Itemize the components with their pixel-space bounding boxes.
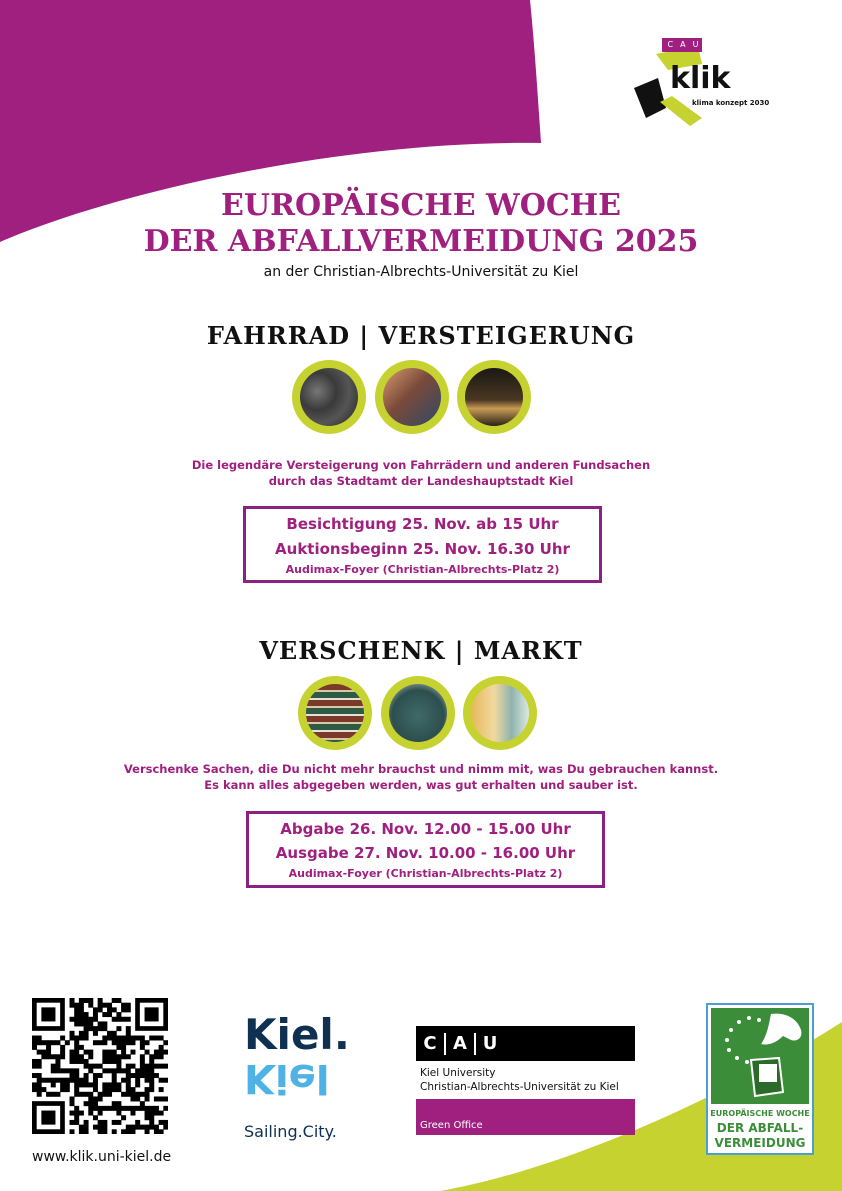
section-1-desc-line-2: durch das Stadtamt der Landeshauptstadt Kiel	[268, 474, 574, 488]
logo-cau-letters	[664, 40, 702, 52]
logo-word: klik	[670, 61, 731, 96]
night-building-photo	[457, 360, 531, 434]
pickup-time: Ausgabe 27. Nov. 10.00 - 16.00 Uhr	[275, 844, 576, 862]
cau-black-bar	[416, 1026, 635, 1061]
tableware-photo	[463, 676, 537, 750]
cau-letter-c: C	[423, 1033, 437, 1054]
section-1-location: Audimax-Foyer (Christian-Albrechts-Platz 2)	[285, 563, 560, 576]
books-photo	[298, 676, 372, 750]
title-line-1: EUROPÄISCHE WOCHE	[221, 188, 621, 223]
green-office-label: Green Office	[420, 1120, 483, 1131]
section-1-desc-line-1: Die legendäre Versteigerung von Fahrrädern und anderen Fundsachen	[191, 458, 651, 472]
section-1-info-box	[243, 506, 602, 583]
section-1-title: FAHRRAD | VERSTEIGERUNG	[206, 321, 636, 350]
sweater-photo	[381, 676, 455, 750]
section-2-info-box	[246, 811, 605, 888]
bicycles-photo	[292, 360, 366, 434]
title-line-2: DER ABFALLVERMEIDUNG 2025	[143, 224, 699, 259]
section-2-desc-line-2: Es kann alles abgegeben werden, was gut erhalten und sauber ist.	[204, 778, 638, 792]
auction-people-photo	[375, 360, 449, 434]
kiel-word: Kiel.	[244, 1010, 350, 1059]
logo-letter-u: U	[692, 40, 699, 49]
dropoff-time: Abgabe 26. Nov. 12.00 - 15.00 Uhr	[280, 820, 571, 838]
ewwr-text-line-2: DER ABFALL-	[716, 1121, 804, 1135]
green-office-bar	[416, 1099, 635, 1135]
ewwr-text-line-3: VERMEIDUNG	[714, 1136, 806, 1150]
logo-tagline: klima konzept 2030	[692, 99, 770, 107]
auction-start-time: Auktionsbeginn 25. Nov. 16.30 Uhr	[275, 540, 570, 558]
logo-letter-c: C	[667, 40, 674, 49]
kiel-tagline: Sailing.City.	[244, 1122, 337, 1141]
klik-logo	[628, 30, 768, 135]
cau-name-english: Kiel University	[420, 1067, 496, 1079]
logo-letter-a: A	[680, 40, 686, 49]
cau-name-german: Christian-Albrechts-Universität zu Kiel	[420, 1081, 619, 1093]
ewwr-stars-and-bin-icon	[711, 1008, 809, 1104]
section-2-title: VERSCHENK | MARKT	[259, 636, 583, 665]
subtitle: an der Christian-Albrechts-Universität zu Kiel	[263, 264, 579, 280]
kiel-sailing-city-logo	[244, 1012, 374, 1147]
cau-letter-u: U	[482, 1033, 498, 1054]
ewwr-logo	[706, 1003, 814, 1155]
qr-code-graphic	[32, 998, 168, 1134]
section-2-location: Audimax-Foyer (Christian-Albrechts-Platz 2)	[288, 867, 563, 880]
viewing-time: Besichtigung 25. Nov. ab 15 Uhr	[286, 515, 559, 533]
ewwr-text-line-1: EUROPÄISCHE WOCHE	[710, 1109, 810, 1118]
section-2-desc-line-1: Verschenke Sachen, die Du nicht mehr brauchst und nimm mit, was Du gebrauchen kannst.	[123, 762, 719, 776]
cau-letter-a: A	[453, 1033, 467, 1054]
website-link[interactable]: www.klik.uni-kiel.de	[32, 1149, 172, 1165]
ewwr-green-panel	[711, 1008, 809, 1104]
kiel-wave-word: Kiel	[244, 1055, 330, 1101]
qr-code[interactable]	[32, 998, 168, 1134]
cau-logo	[416, 1026, 636, 1136]
